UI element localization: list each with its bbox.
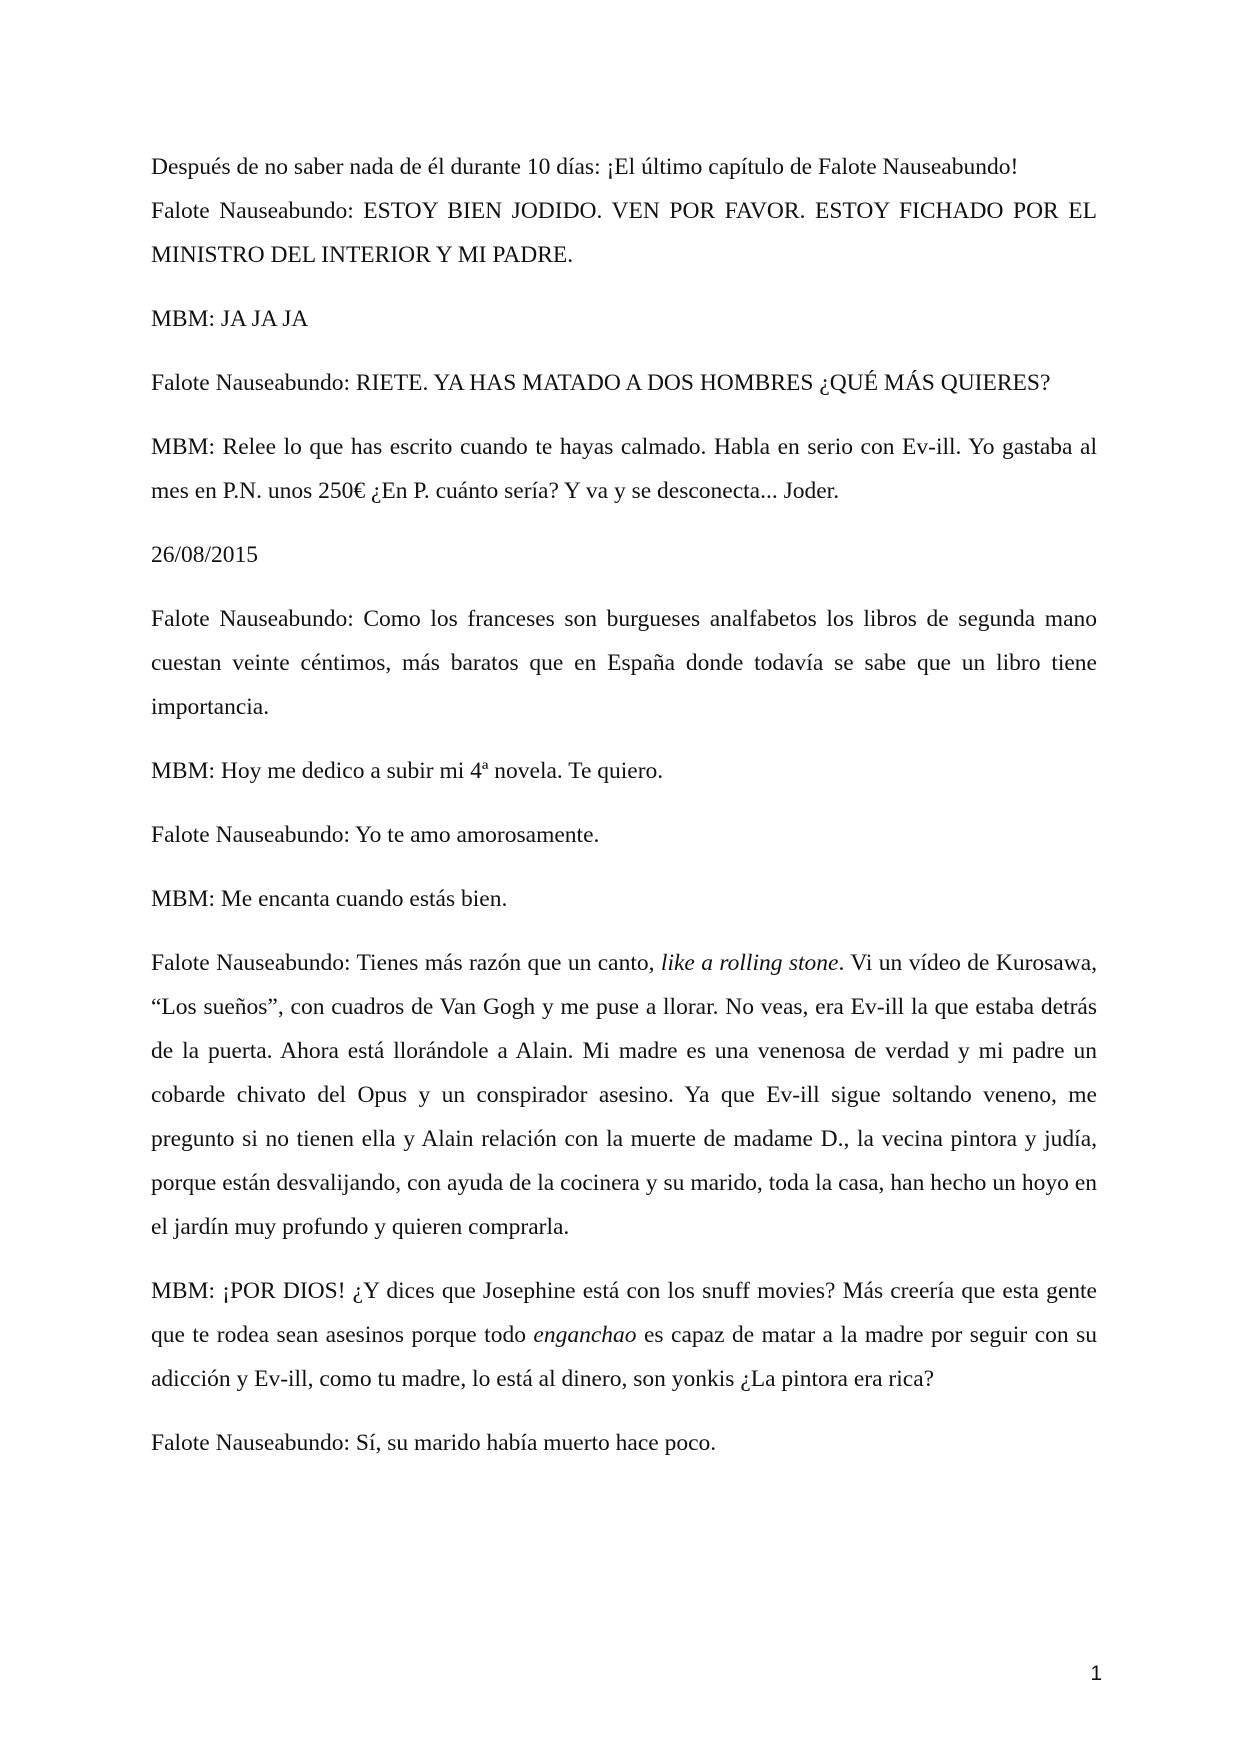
paragraph-text: 26/08/2015 <box>151 542 259 568</box>
paragraph <box>151 941 1097 1249</box>
paragraph <box>151 597 1097 729</box>
paragraph <box>151 1421 1097 1465</box>
page-number: 1 <box>1090 1662 1102 1685</box>
paragraph-text: Falote Nauseabundo: RIETE. YA HAS MATADO A DOS HOMBRES ¿QUÉ MÁS QUIERES? <box>151 370 1051 396</box>
paragraph <box>151 877 1097 921</box>
paragraph <box>151 361 1097 405</box>
paragraph-text: Falote Nauseabundo: Sí, su marido había muerto hace poco. <box>151 1430 717 1456</box>
paragraph <box>151 189 1097 277</box>
paragraph <box>151 813 1097 857</box>
paragraph <box>151 425 1097 513</box>
paragraph-text: MBM: Relee lo que has escrito cuando te hayas calmado. Habla en serio con Ev-ill. Yo gastaba al mes en P.N. unos 250€ ¿En P. cuánto sería? Y va y se desconecta... Joder. <box>151 434 1097 504</box>
paragraph-text: Después de no saber nada de él durante 10 días: ¡El último capítulo de Falote Nauseabundo! <box>151 154 1019 180</box>
paragraph-text: MBM: ¡POR DIOS! ¿Y dices que Josephine está con los snuff movies? Más creería que esta gente que te rodea sean asesinos porque todo <box>151 1278 1097 1348</box>
paragraph-text: Falote Nauseabundo: Yo te amo amorosamente. <box>151 822 600 848</box>
paragraph <box>151 749 1097 793</box>
document-body <box>151 145 1097 1485</box>
paragraph-text: Falote Nauseabundo: ESTOY BIEN JODIDO. VEN POR FAVOR. ESTOY FICHADO POR EL MINISTRO DEL INTERIOR Y MI PADRE. <box>151 198 1097 268</box>
italic-text: like a rolling stone <box>660 950 839 976</box>
paragraph-text: MBM: Me encanta cuando estás bien. <box>151 886 508 912</box>
paragraph <box>151 297 1097 341</box>
paragraph-text: . Vi un vídeo de Kurosawa, “Los sueños”, con cuadros de Van Gogh y me puse a llorar. No veas, era Ev-ill la que estaba detrás de la puerta. Ahora está llorándole a Alain. Mi madre es una venenosa de verdad y mi padre un cobarde chivato del Opus y un conspirador asesino. Ya que Ev-ill sigue soltando veneno, me pregunto si no tienen ella y Alain relación con la muerte de madame D., la vecina pintora y judía, porque están desvalijando, con ayuda de la cocinera y su marido, toda la casa, han hecho un hoyo en el jardín muy profundo y quieren comprarla. <box>151 950 1098 1240</box>
paragraph <box>151 1269 1097 1401</box>
paragraph <box>151 533 1097 577</box>
paragraph-text: Falote Nauseabundo: Tienes más razón que un canto, <box>151 950 661 976</box>
paragraph-text: MBM: Hoy me dedico a subir mi 4ª novela. Te quiero. <box>151 758 664 784</box>
paragraph-text: Falote Nauseabundo: Como los franceses son burgueses analfabetos los libros de segunda mano cuestan veinte céntimos, más baratos que en España donde todavía se sabe que un libro tiene importancia. <box>151 606 1097 720</box>
paragraph-text: es capaz de matar a la madre por seguir con su adicción y Ev-ill, como tu madre, lo está al dinero, son yonkis ¿La pintora era rica? <box>151 1322 1097 1392</box>
paragraph-text: MBM: JA JA JA <box>151 306 309 332</box>
italic-text: enganchao <box>533 1322 637 1348</box>
paragraph <box>151 145 1097 189</box>
